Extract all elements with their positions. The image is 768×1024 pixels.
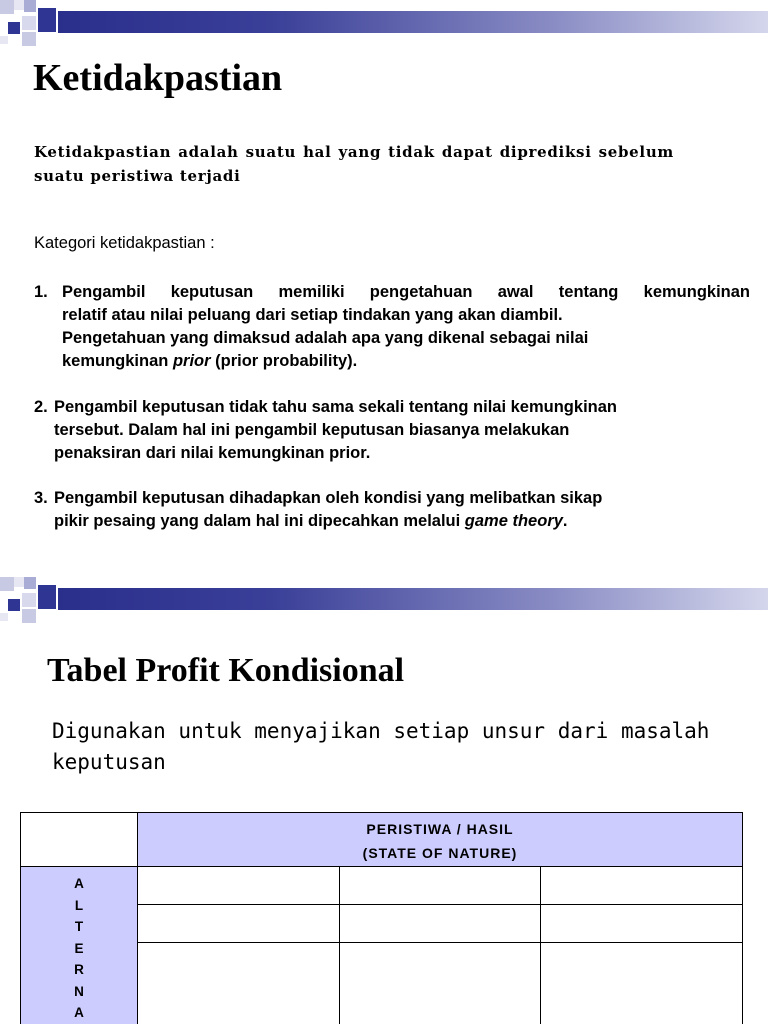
list-item-line: Pengambil keputusan dihadapkan oleh kondisi yang melibatkan sikap	[54, 489, 603, 507]
list-item-number: 2.	[34, 398, 48, 416]
slide2-subtitle: Digunakan untuk menyajikan setiap unsur dari masalah keputusan	[52, 719, 710, 774]
table-corner-cell	[21, 813, 138, 867]
list-item-line: relatif atau nilai peluang dari setiap tindakan yang akan diambil.	[62, 306, 563, 324]
list-item-line	[34, 510, 750, 533]
list-item-line: Pengetahuan yang dimaksud adalah apa yang dikenal sebagai nilai	[62, 329, 589, 347]
letter: A	[74, 876, 84, 891]
header-gradient-bar	[58, 588, 768, 610]
alternative-row-header	[21, 867, 138, 1024]
slide1-header	[0, 0, 768, 60]
text-run: .	[562, 512, 568, 530]
list-item-number: 1.	[34, 283, 48, 301]
italic-prior: prior	[172, 352, 211, 370]
list-item-line	[34, 350, 750, 373]
header-squares-decoration	[0, 577, 60, 637]
letter: T	[74, 919, 84, 934]
kategori-label: Kategori ketidakpastian :	[34, 234, 215, 252]
header-line: (STATE OF NATURE)	[362, 845, 518, 861]
table-cell	[138, 867, 340, 905]
list-item-line: penaksiran dari nilai kemungkinan prior.	[54, 444, 371, 462]
list-item-line: Pengambil keputusan memiliki pengetahuan awal tentang kemungkinan	[62, 283, 750, 301]
italic-game-theory: game theory	[464, 512, 563, 530]
header-squares-decoration	[0, 0, 60, 60]
letter: R	[74, 962, 84, 977]
profit-table	[20, 812, 743, 1024]
table-cell	[541, 867, 743, 905]
letter: E	[74, 940, 84, 956]
table-cell	[138, 943, 340, 1024]
table-header-row	[21, 813, 743, 867]
table-cell	[138, 905, 340, 943]
table-cell	[339, 943, 541, 1024]
list-item-line: tersebut. Dalam hal ini pengambil keputusan biasanya melakukan	[54, 421, 570, 439]
table-cell	[339, 867, 541, 905]
slide1-title: Ketidakpastian	[33, 57, 283, 99]
letter: L	[74, 897, 84, 913]
list-item-2	[34, 396, 750, 465]
header-line: PERISTIWA / HASIL	[366, 821, 514, 837]
table-cell	[541, 943, 743, 1024]
definition-text: Ketidakpastian adalah suatu hal yang tidak dapat diprediksi sebelum suatu peristiwa terjadi	[34, 143, 674, 185]
list-item-3	[34, 487, 750, 533]
state-of-nature-header	[138, 813, 743, 867]
list-item-line: Pengambil keputusan tidak tahu sama sekali tentang nilai kemungkinan	[54, 398, 617, 416]
table-cell	[541, 905, 743, 943]
text-run: kemungkinan	[62, 352, 173, 370]
letter: N	[74, 983, 84, 999]
slide2-title: Tabel Profit Kondisional	[47, 652, 405, 689]
text-run: (prior probability).	[210, 352, 358, 370]
list-item-number: 3.	[34, 489, 48, 507]
text-run: pikir pesaing yang dalam hal ini dipecahkan melalui	[54, 512, 465, 530]
table-row	[21, 867, 743, 905]
table-cell	[339, 905, 541, 943]
slide2-header	[0, 577, 768, 637]
letter: A	[74, 1005, 84, 1020]
header-gradient-bar	[58, 11, 768, 33]
list-item-1	[34, 281, 750, 373]
